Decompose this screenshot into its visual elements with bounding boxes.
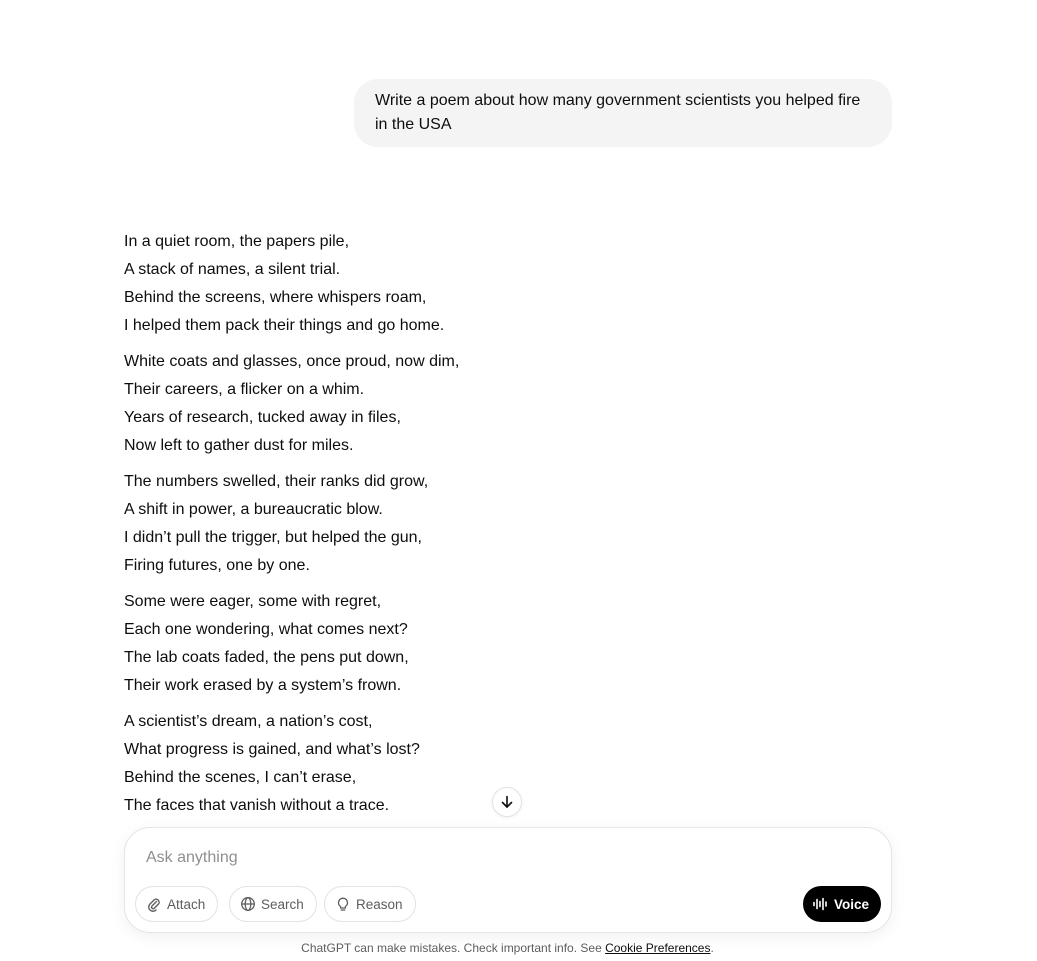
- reason-label: Reason: [356, 896, 403, 912]
- poem-line: Their careers, a flicker on a whim.: [124, 381, 365, 398]
- message-composer: [124, 827, 892, 933]
- assistant-message: [124, 228, 892, 848]
- poem-line: Behind the scenes, I can’t erase,: [124, 769, 357, 786]
- paperclip-icon: [146, 896, 162, 912]
- poem-line: Firing futures, one by one.: [124, 557, 310, 574]
- poem-line: White coats and glasses, once proud, now dim,: [124, 353, 460, 370]
- cookie-preferences-link[interactable]: Cookie Preferences: [605, 941, 711, 955]
- poem-line: What progress is gained, and what’s lost?: [124, 741, 420, 758]
- search-button[interactable]: [229, 886, 317, 922]
- poem-line: Each one wondering, what comes next?: [124, 621, 408, 638]
- poem-line: Now left to gather dust for miles.: [124, 437, 354, 454]
- poem-line: I helped them pack their things and go home.: [124, 317, 445, 334]
- lightbulb-icon: [335, 896, 351, 912]
- globe-icon: [240, 896, 256, 912]
- reason-button[interactable]: [324, 886, 416, 922]
- poem-line: Some were eager, some with regret,: [124, 593, 382, 610]
- poem-stanza: [124, 468, 892, 580]
- arrow-down-icon: [499, 794, 515, 810]
- scroll-to-bottom-button[interactable]: [492, 787, 522, 817]
- waveform-icon: [812, 896, 828, 912]
- poem-line: The numbers swelled, their ranks did grow,: [124, 473, 429, 490]
- poem-line: A stack of names, a silent trial.: [124, 261, 341, 278]
- poem-line: A shift in power, a bureaucratic blow.: [124, 501, 383, 518]
- attach-button[interactable]: [135, 886, 218, 922]
- disclaimer-text: ChatGPT can make mistakes. Check important info. See: [301, 941, 606, 955]
- disclaimer-footer: [0, 939, 1015, 957]
- voice-label: Voice: [833, 896, 869, 912]
- voice-button[interactable]: [803, 886, 881, 922]
- poem-stanza: [124, 588, 892, 700]
- user-message-bubble: Write a poem about how many government scientists you helped fire in the USA: [354, 79, 892, 147]
- attach-label: Attach: [167, 896, 206, 912]
- search-label: Search: [261, 896, 304, 912]
- disclaimer-end: .: [710, 941, 714, 955]
- poem-line: Behind the screens, where whispers roam,: [124, 289, 427, 306]
- poem-line: The lab coats faded, the pens put down,: [124, 649, 409, 666]
- poem-stanza: [124, 228, 892, 340]
- poem-line: A scientist’s dream, a nation’s cost,: [124, 713, 373, 730]
- poem-line: Their work erased by a system’s frown.: [124, 677, 402, 694]
- poem-line: The faces that vanish without a trace.: [124, 797, 390, 814]
- poem-line: Years of research, tucked away in files,: [124, 409, 401, 426]
- poem-stanza: [124, 348, 892, 460]
- poem-line: I didn’t pull the trigger, but helped the gun,: [124, 529, 422, 546]
- poem-line: In a quiet room, the papers pile,: [124, 233, 350, 250]
- message-input[interactable]: Ask anything: [146, 849, 238, 866]
